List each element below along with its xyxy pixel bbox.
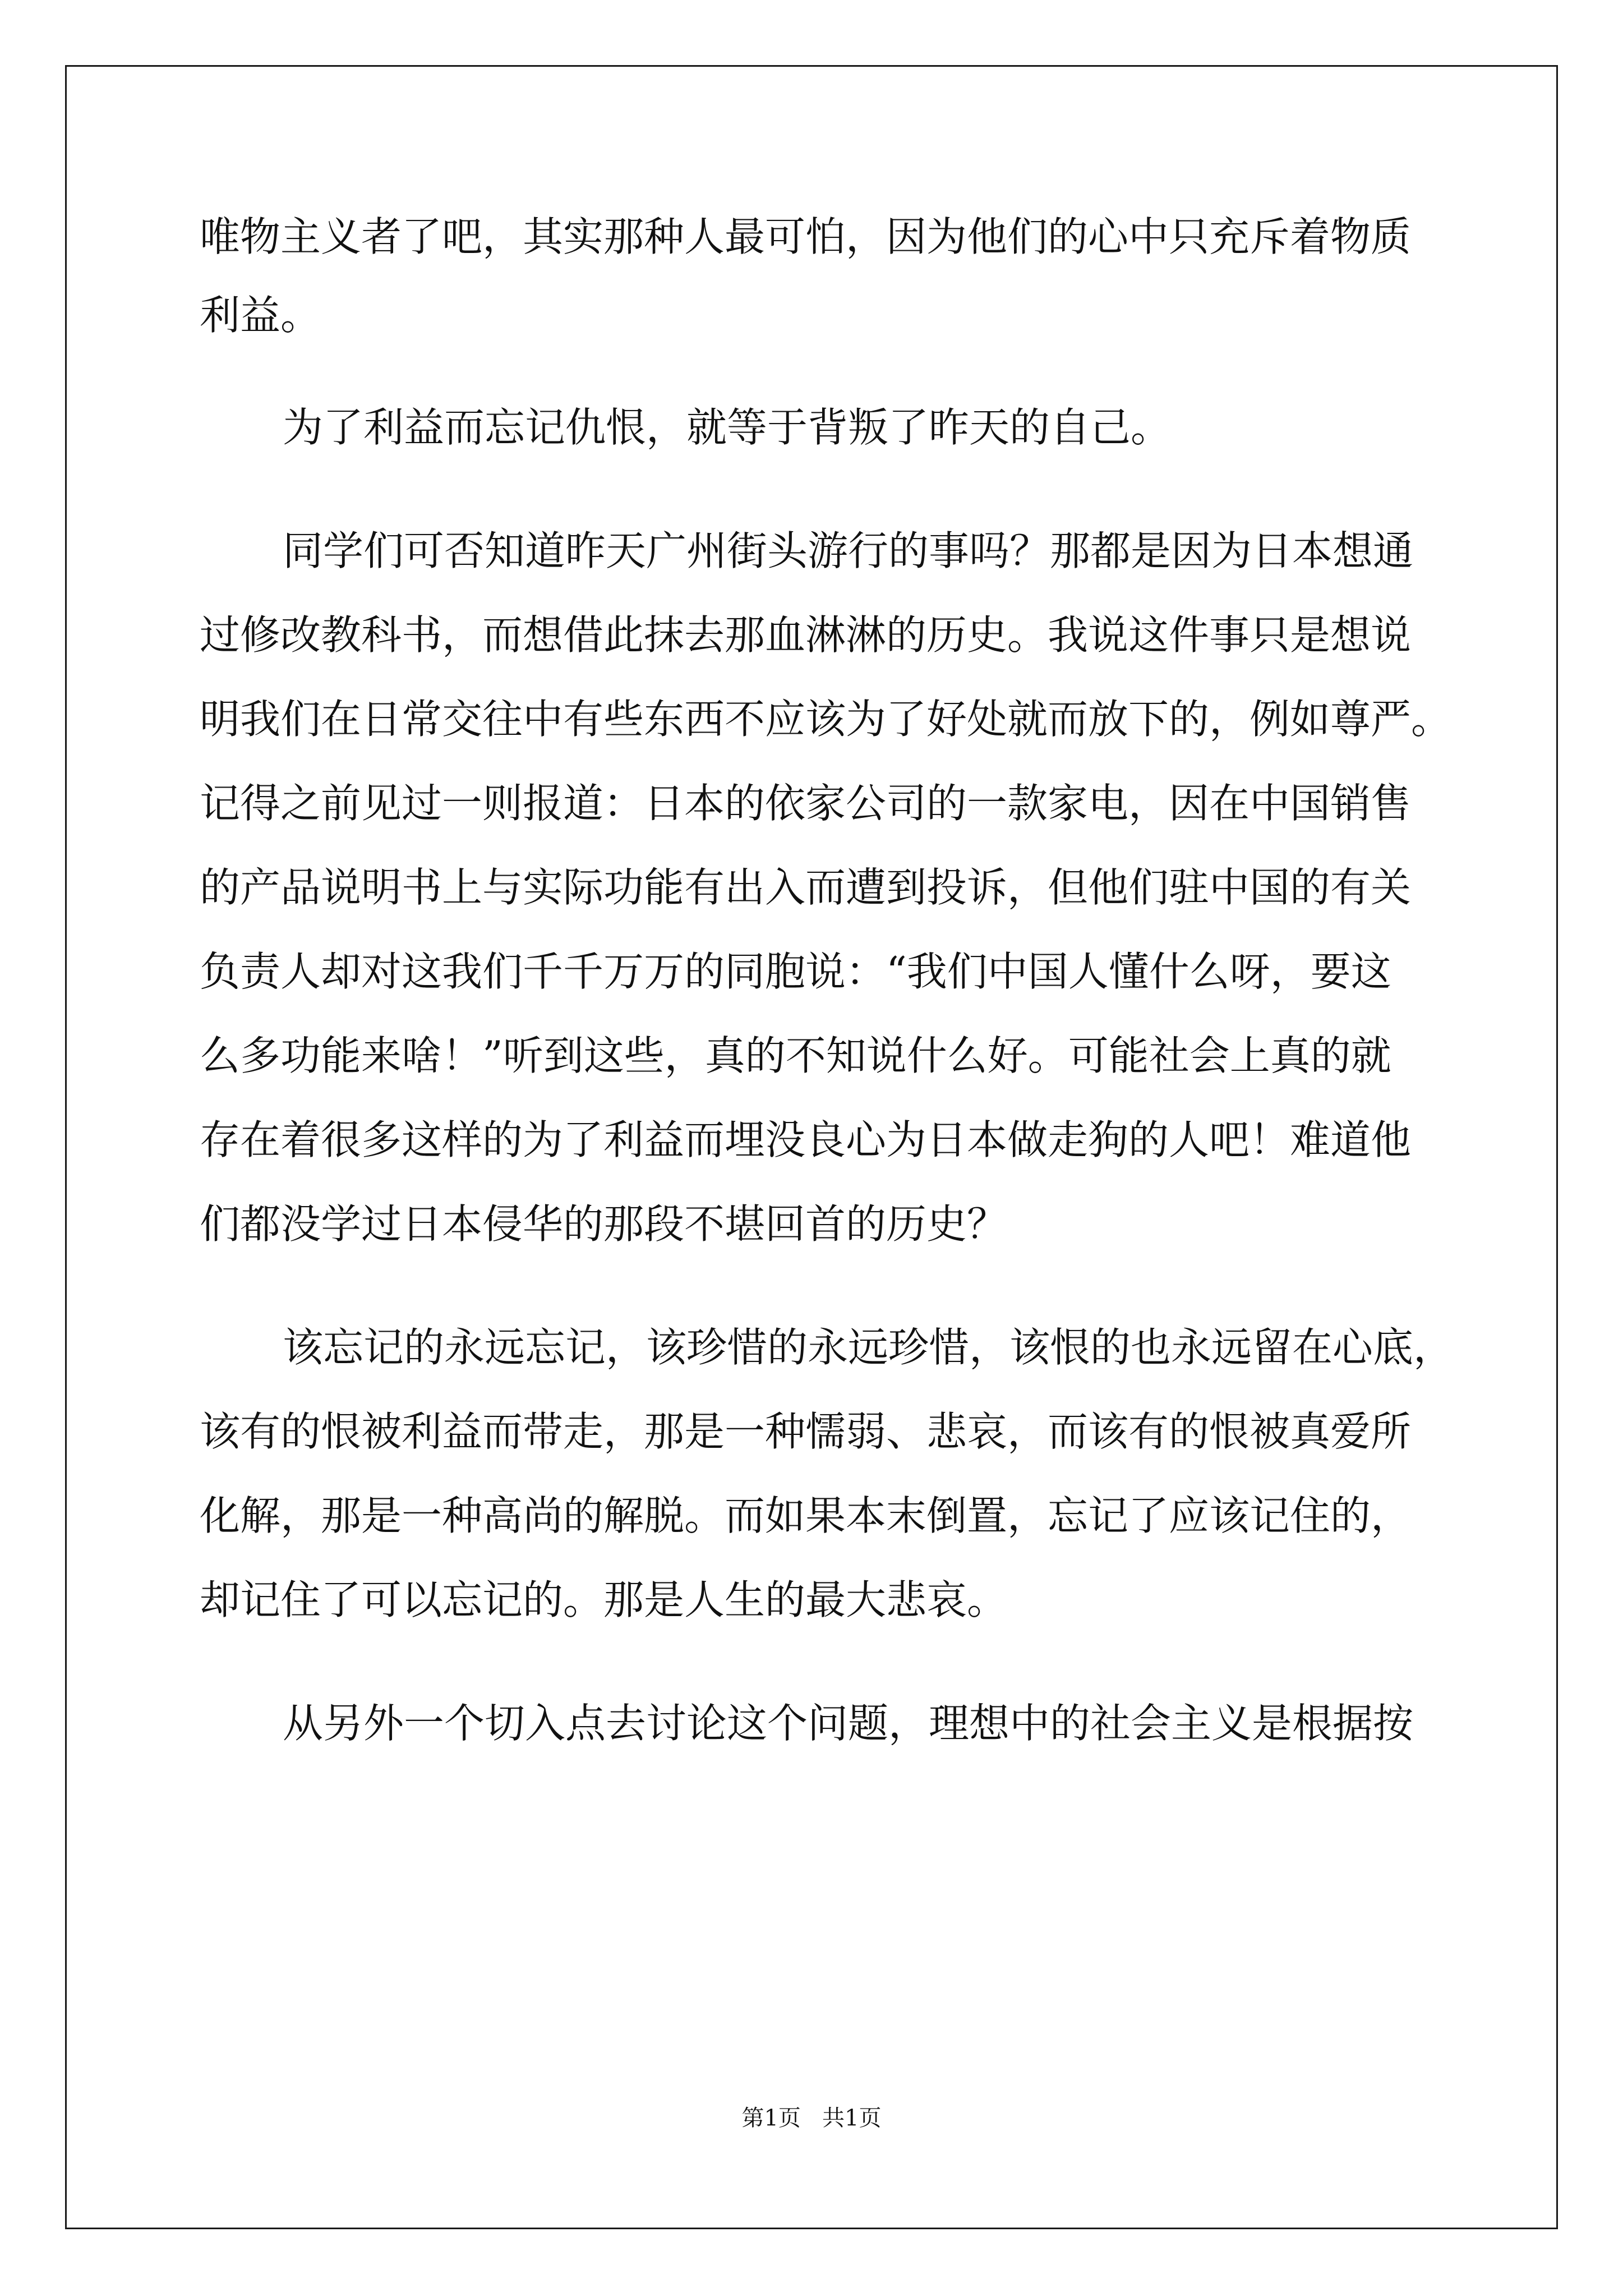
paragraph-first-line: 同学们可否知道昨天广州街头游行的事吗？那都是因为日本想通 (283, 527, 1414, 574)
text-line: 该有的恨被利益而带走，那是一种懦弱、悲哀，而该有的恨被真爱所 (200, 1408, 1412, 1455)
text-line: 唯物主义者了吧，其实那种人最可怕，因为他们的心中只充斥着物质 (200, 213, 1412, 260)
text-line: 明我们在日常交往中有些东西不应该为了好处就而放下的，例如尊严。 (200, 696, 1452, 743)
text-line: 化解，那是一种高尚的解脱。而如果本末倒置，忘记了应该记住的， (200, 1492, 1412, 1539)
text-line: 的产品说明书上与实际功能有出入而遭到投诉，但他们驻中国的有关 (200, 864, 1412, 911)
text-line: 负责人却对这我们千千万万的同胞说：“我们中国人懂什么呀，要这 (200, 948, 1391, 995)
paragraph-first-line: 为了利益而忘记仇恨，就等于背叛了昨天的自己。 (283, 404, 1172, 451)
text-line: 么多功能来啥！”听到这些，真的不知说什么好。可能社会上真的就 (200, 1032, 1391, 1079)
text-line: 存在着很多这样的为了利益而埋没良心为日本做走狗的人吧！难道他 (200, 1116, 1412, 1163)
paragraph-first-line: 该忘记的永远忘记，该珍惜的永远珍惜，该恨的也永远留在心底， (283, 1324, 1454, 1371)
paragraph-first-line: 从另外一个切入点去讨论这个问题，理想中的社会主义是根据按 (283, 1700, 1414, 1747)
text-line: 利益。 (200, 292, 321, 339)
text-line: 过修改教科书，而想借此抹去那血淋淋的历史。我说这件事只是想说 (200, 611, 1412, 659)
text-line: 却记住了可以忘记的。那是人生的最大悲哀。 (200, 1576, 1008, 1623)
page-number-footer: 第1页 共1页 (741, 2105, 882, 2131)
text-line: 们都没学过日本侵华的那段不堪回首的历史？ (200, 1200, 1008, 1248)
text-line: 记得之前见过一则报道：日本的依家公司的一款家电，因在中国销售 (200, 780, 1412, 827)
